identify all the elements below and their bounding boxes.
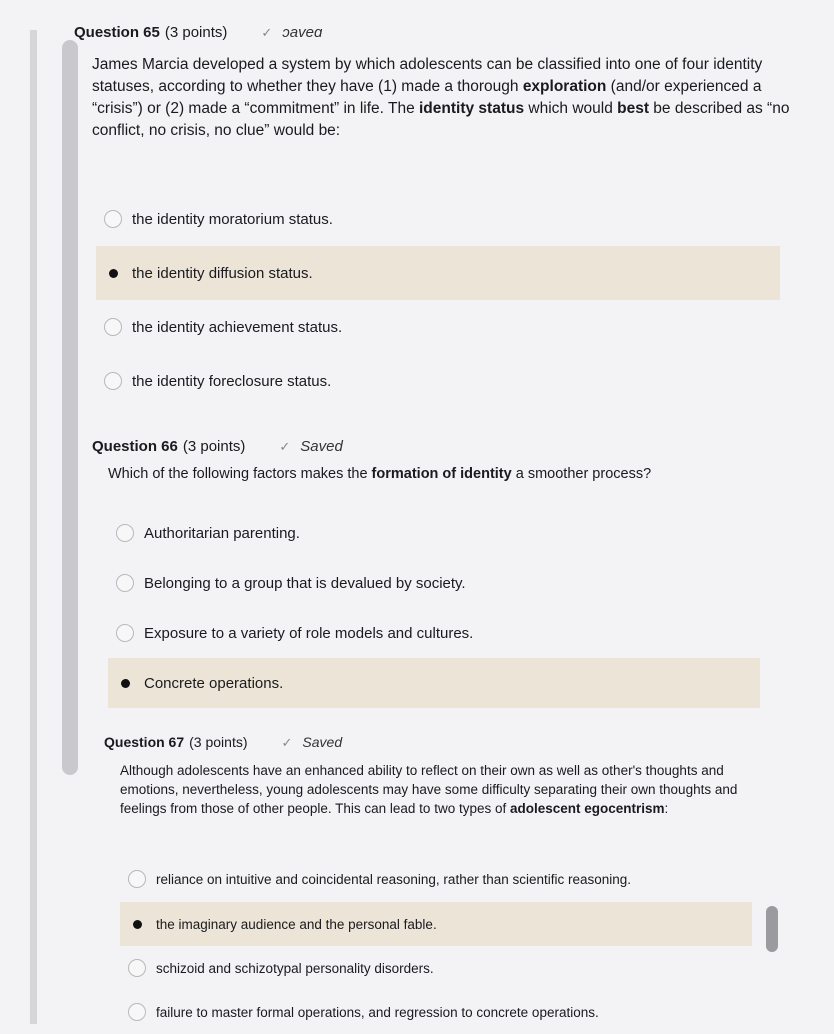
option-label: Authoritarian parenting. — [144, 524, 300, 542]
option-label: Concrete operations. — [144, 674, 284, 692]
saved-status — [282, 734, 343, 751]
radio-dot-icon — [109, 269, 118, 278]
answer-option-selected[interactable] — [108, 658, 760, 708]
saved-status — [261, 24, 322, 41]
answer-option[interactable] — [96, 300, 780, 354]
radio-button[interactable] — [104, 372, 122, 390]
option-label: reliance on intuitive and coincidental reasoning, rather than scientific reasoning. — [156, 871, 632, 887]
option-label: the identity moratorium status. — [132, 210, 333, 228]
question-text-bold: identity status — [419, 100, 525, 117]
left-border — [30, 30, 37, 1024]
option-label: schizoid and schizotypal personality disorders. — [156, 960, 434, 976]
question-text-bold: formation of identity — [371, 466, 512, 482]
question-text-bold: adolescent egocentrism — [509, 801, 665, 816]
question-text — [120, 761, 760, 818]
radio-dot-icon — [121, 679, 130, 688]
q65-options — [96, 192, 780, 408]
answer-option[interactable] — [96, 354, 780, 408]
check-icon: ✓ — [279, 439, 291, 454]
saved-label: ɔaveɑ — [282, 24, 323, 41]
saved-status — [279, 438, 342, 455]
question-points: (3 points) — [182, 438, 246, 455]
saved-label: Saved — [300, 438, 343, 455]
question-text-part: (and/or experienced a “crisis”) or (2) made a “commitment” in life. The — [92, 78, 762, 117]
answer-option[interactable] — [120, 856, 752, 902]
radio-button-checked[interactable] — [104, 264, 122, 282]
question-text — [108, 463, 792, 485]
question-points: (3 points) — [164, 24, 228, 41]
question-text-bold: exploration — [522, 78, 607, 95]
question-text-part: : — [664, 801, 669, 816]
question-text-part: James Marcia developed a system by which adolescents can be classified into one of four identity statuses, according to whether they have (1) made a thorough — [92, 56, 763, 95]
answer-option-selected[interactable] — [120, 902, 752, 946]
scrollbar-track[interactable] — [62, 40, 78, 775]
radio-button-checked[interactable] — [128, 915, 146, 933]
option-label: the identity achievement status. — [132, 318, 343, 336]
question-text-part: which would — [524, 100, 618, 117]
radio-button[interactable] — [128, 1003, 146, 1021]
answer-option[interactable] — [108, 508, 760, 558]
question-header — [104, 734, 764, 751]
question-66 — [92, 438, 792, 485]
radio-button[interactable] — [116, 574, 134, 592]
saved-label: Saved — [302, 734, 343, 750]
question-text-part: Which of the following factors makes the — [108, 466, 372, 482]
option-label: the identity diffusion status. — [132, 264, 313, 282]
option-label: the imaginary audience and the personal fable. — [156, 916, 437, 932]
question-points: (3 points) — [189, 734, 248, 750]
answer-option[interactable] — [108, 558, 760, 608]
scrollbar-thumb[interactable] — [766, 906, 778, 952]
radio-button-checked[interactable] — [116, 674, 134, 692]
check-icon: ✓ — [261, 25, 273, 40]
answer-option[interactable] — [120, 946, 752, 990]
radio-button[interactable] — [128, 870, 146, 888]
question-header — [92, 438, 792, 455]
question-text-part: be described as “no conflict, no crisis, no clue” would be: — [92, 100, 790, 139]
question-title: Question 65 — [74, 24, 160, 41]
radio-button[interactable] — [104, 210, 122, 228]
check-icon: ✓ — [281, 735, 293, 750]
question-65 — [74, 24, 794, 142]
q67-options — [120, 856, 752, 1034]
answer-option-selected[interactable] — [96, 246, 780, 300]
answer-option[interactable] — [108, 608, 760, 658]
radio-dot-icon — [133, 920, 142, 929]
question-header — [74, 24, 794, 41]
radio-button[interactable] — [128, 959, 146, 977]
question-text — [92, 54, 792, 142]
question-text-bold: best — [617, 100, 649, 117]
answer-option[interactable] — [96, 192, 780, 246]
question-text-part: a smoother process? — [511, 466, 652, 482]
question-title: Question 67 — [104, 734, 185, 750]
question-text-part: Although adolescents have an enhanced ability to reflect on their own as well as other's thoughts and emotions, nevertheless, young adolescents may have some difficulty separating their own thoughts and feelings from those of other people. This can lead to two types of — [120, 763, 738, 816]
option-label: the identity foreclosure status. — [132, 372, 332, 390]
radio-button[interactable] — [104, 318, 122, 336]
radio-button[interactable] — [116, 524, 134, 542]
radio-button[interactable] — [116, 624, 134, 642]
option-label: Exposure to a variety of role models and cultures. — [144, 624, 474, 642]
answer-option[interactable] — [120, 990, 752, 1034]
option-label: Belonging to a group that is devalued by society. — [144, 574, 466, 592]
question-title: Question 66 — [92, 438, 178, 455]
question-67 — [104, 734, 764, 818]
q66-options — [108, 508, 760, 708]
option-label: failure to master formal operations, and regression to concrete operations. — [156, 1004, 599, 1020]
